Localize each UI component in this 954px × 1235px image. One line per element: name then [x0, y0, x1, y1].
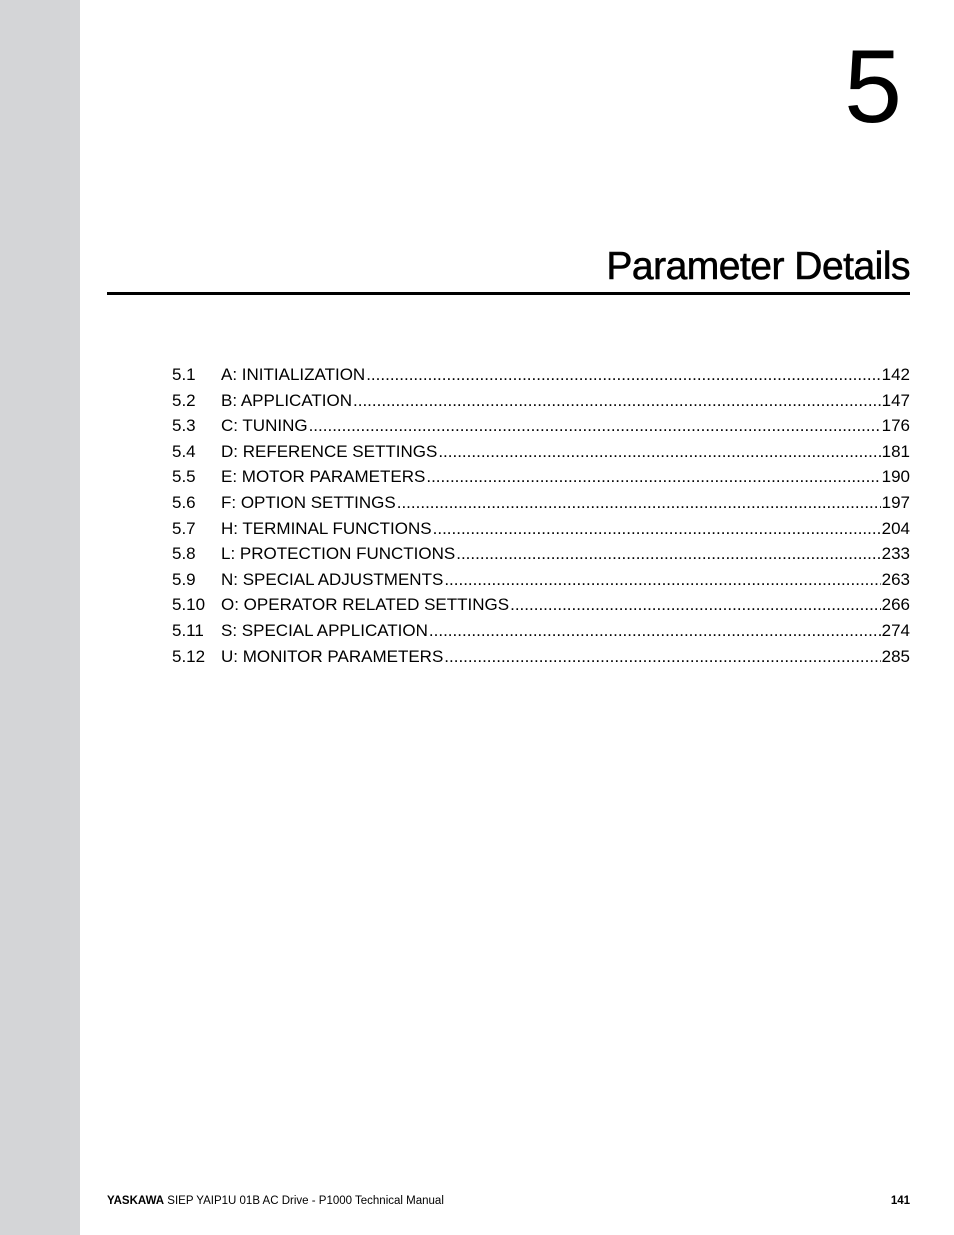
toc-entry-5-1[interactable]	[172, 365, 910, 391]
table-of-contents	[172, 365, 910, 672]
toc-section-number: 5.5	[172, 467, 196, 487]
toc-page-number: 233	[881, 544, 910, 564]
toc-entry-5-8[interactable]	[172, 544, 910, 570]
toc-section-number: 5.8	[172, 544, 196, 564]
toc-dot-leader	[456, 544, 880, 564]
toc-section-title: B: APPLICATION	[221, 390, 353, 410]
toc-page-number: 263	[881, 569, 910, 589]
footer-page-number: 141	[890, 1195, 910, 1207]
toc-section-title: D: REFERENCE SETTINGS	[221, 441, 438, 461]
toc-section-number: 5.12	[172, 646, 206, 666]
chapter-title: Parameter Details	[606, 245, 910, 288]
footer-doc-title: SIEP YAIP1U 01B AC Drive - P1000 Technical Manual	[167, 1195, 444, 1207]
side-band	[0, 0, 80, 1235]
chapter-number: 5	[844, 29, 902, 145]
toc-section-number: 5.10	[172, 595, 206, 615]
toc-section-number: 5.2	[172, 390, 196, 410]
toc-section-title: L: PROTECTION FUNCTIONS	[221, 544, 456, 564]
toc-entry-5-12[interactable]	[172, 647, 910, 673]
toc-page-number: 142	[881, 365, 910, 384]
toc-section-title: H: TERMINAL FUNCTIONS	[221, 518, 432, 538]
toc-entry-5-7[interactable]	[172, 519, 910, 545]
toc-entry-5-10[interactable]	[172, 595, 910, 621]
toc-dot-leader	[433, 519, 881, 539]
footer-document-info	[107, 1195, 444, 1207]
toc-page-number: 266	[881, 595, 910, 615]
toc-entry-5-3[interactable]	[172, 416, 910, 442]
toc-dot-leader	[426, 467, 880, 487]
toc-section-number: 5.7	[172, 518, 196, 538]
toc-section-title: E: MOTOR PARAMETERS	[221, 467, 426, 487]
toc-page-number: 147	[881, 390, 910, 410]
toc-dot-leader	[429, 621, 881, 641]
toc-section-title: S: SPECIAL APPLICATION	[221, 620, 428, 640]
toc-section-title: F: OPTION SETTINGS	[221, 492, 396, 512]
toc-dot-leader	[510, 595, 881, 615]
toc-page-number: 204	[881, 518, 910, 538]
toc-entry-5-6[interactable]	[172, 493, 910, 519]
toc-entry-5-2[interactable]	[172, 391, 910, 417]
toc-section-number: 5.3	[172, 416, 196, 436]
footer-brand: YASKAWA	[107, 1195, 165, 1207]
toc-dot-leader	[353, 391, 881, 411]
toc-section-title: C: TUNING	[221, 416, 308, 436]
toc-section-number: 5.9	[172, 569, 196, 589]
toc-page-number: 197	[881, 492, 910, 512]
toc-section-number: 5.6	[172, 492, 196, 512]
toc-entry-5-4[interactable]	[172, 442, 910, 468]
toc-dot-leader	[444, 570, 880, 590]
toc-dot-leader	[438, 442, 880, 462]
toc-dot-leader	[366, 365, 880, 385]
toc-section-number: 5.4	[172, 441, 196, 461]
toc-dot-leader	[444, 647, 880, 667]
toc-page-number: 190	[881, 467, 910, 487]
toc-page-number: 274	[881, 620, 910, 640]
title-rule	[107, 292, 910, 295]
toc-page-number: 181	[881, 441, 910, 461]
toc-section-title: N: SPECIAL ADJUSTMENTS	[221, 569, 444, 589]
toc-page-number: 285	[881, 646, 910, 666]
toc-entry-5-5[interactable]	[172, 467, 910, 493]
toc-dot-leader	[397, 493, 881, 513]
toc-section-title: A: INITIALIZATION	[221, 365, 366, 384]
toc-page-number: 176	[881, 416, 910, 436]
toc-dot-leader	[309, 416, 881, 436]
toc-entry-5-11[interactable]	[172, 621, 910, 647]
toc-section-title: U: MONITOR PARAMETERS	[221, 646, 444, 666]
toc-section-number: 5.11	[172, 620, 204, 640]
toc-section-title: O: OPERATOR RELATED SETTINGS	[221, 595, 510, 615]
toc-entry-5-9[interactable]	[172, 570, 910, 596]
toc-section-number: 5.1	[172, 365, 196, 384]
